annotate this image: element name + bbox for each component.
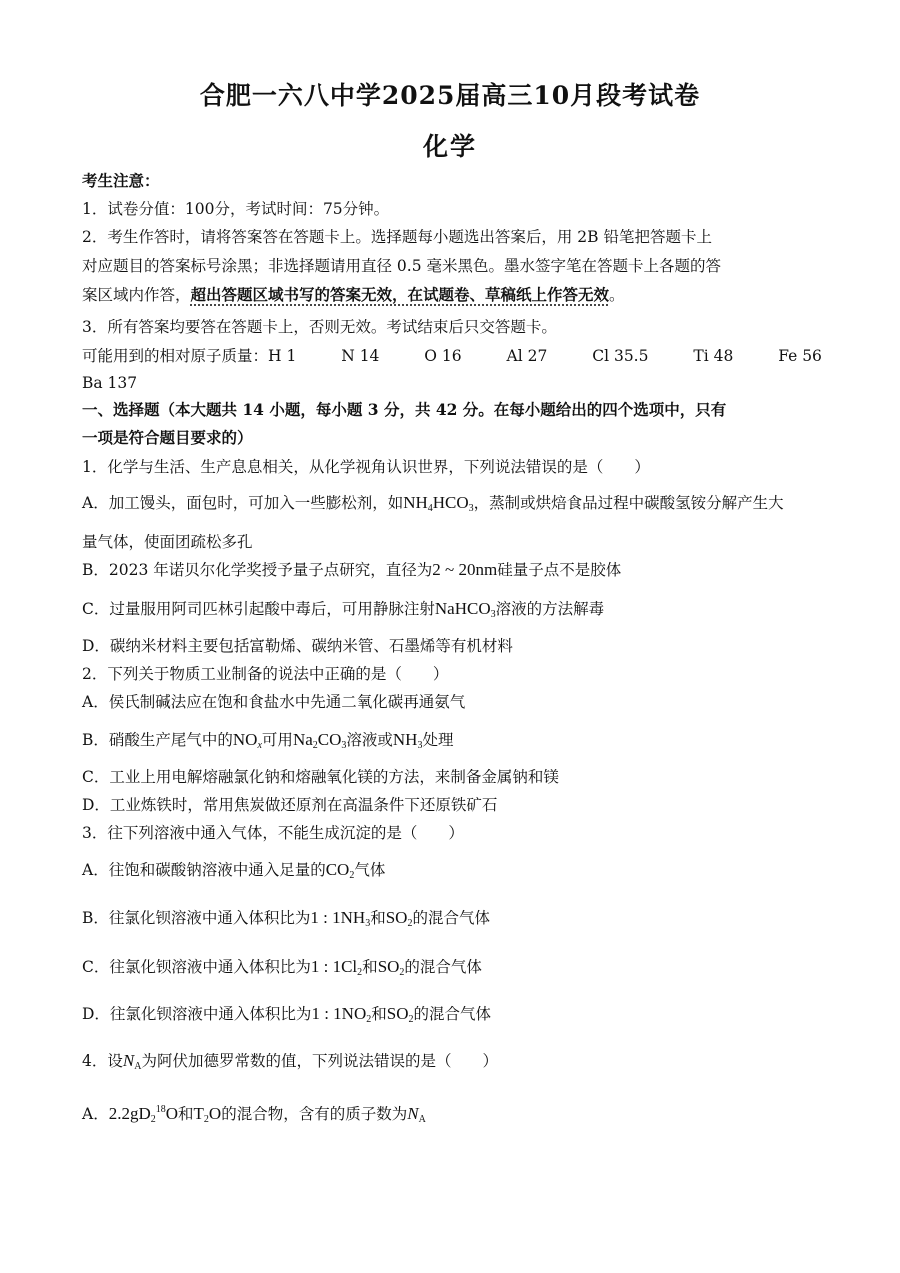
subscript: A bbox=[418, 1114, 426, 1125]
formula bbox=[311, 1004, 371, 1023]
mass-cl: Cl 35.5 bbox=[592, 347, 649, 365]
formula-part: NH bbox=[403, 493, 428, 512]
option-text: B．往氯化钡溶液中通入体积比为 bbox=[82, 909, 311, 927]
formula-part: 1 : 1Cl bbox=[310, 957, 358, 976]
notice-item-2-cont: 对应题目的答案标号涂黑；非选择题请用直径 0.5 毫米黑色。墨水签字笔在答题卡上各题的答 bbox=[82, 257, 722, 275]
formula bbox=[387, 1004, 414, 1023]
formula-part: SO bbox=[385, 908, 408, 927]
formula-part: 1 : 1NO bbox=[311, 1004, 367, 1023]
formula-part: CO bbox=[317, 730, 342, 749]
option-text: 溶液或 bbox=[346, 731, 393, 749]
subscript: 2 bbox=[408, 1014, 414, 1025]
subscript: 3 bbox=[417, 740, 423, 751]
mass-label-text: 可能用到的相对原子质量： bbox=[82, 347, 269, 365]
formula bbox=[194, 1104, 222, 1123]
subscript: 2 bbox=[357, 967, 363, 978]
notice-item-1: 1．试卷分值：100分，考试时间：75分钟。 bbox=[82, 200, 390, 218]
q1-option-d: D．碳纳米材料主要包括富勒烯、碳纳米管、石墨烯等有机材料 bbox=[82, 637, 513, 655]
stem-text: 为阿伏加德罗常数的值，下列说法错误的是（ ） bbox=[141, 1052, 498, 1070]
subject-title: 化学 bbox=[422, 132, 477, 161]
option-text: 可用 bbox=[261, 731, 293, 749]
q3-option-c bbox=[82, 956, 822, 984]
formula-part: SO bbox=[377, 957, 400, 976]
formula bbox=[233, 730, 262, 749]
subscript: 2 bbox=[407, 918, 413, 929]
section-heading-cont: 一项是符合题目要求的） bbox=[82, 428, 253, 447]
formula bbox=[326, 860, 355, 879]
subscript: 2 bbox=[399, 967, 405, 978]
notice-heading: 考生注意： bbox=[82, 171, 160, 190]
mass-al: Al 27 bbox=[506, 347, 548, 365]
option-text: 的混合气体 bbox=[412, 909, 490, 927]
formula bbox=[403, 493, 473, 512]
formula-part: NO bbox=[232, 730, 258, 749]
option-text: ，蒸制或烘焙食品过程中碳酸氢铵分解产生大 bbox=[473, 494, 784, 512]
avogadro-symbol bbox=[407, 1104, 426, 1123]
option-text: 和 bbox=[362, 958, 378, 976]
atomic-mass-list bbox=[82, 345, 822, 367]
option-text: 溶液的方法解毒 bbox=[495, 600, 605, 618]
formula bbox=[311, 957, 362, 976]
formula: 2 ~ 20nm bbox=[432, 560, 498, 579]
formula-part: NH bbox=[392, 730, 418, 749]
formula bbox=[393, 730, 423, 749]
q1-option-b bbox=[82, 559, 822, 581]
option-text: 硅量子点不是胶体 bbox=[497, 561, 622, 579]
q4-stem bbox=[82, 1050, 822, 1078]
option-text: 和 bbox=[371, 1005, 387, 1023]
option-text: 和 bbox=[370, 909, 386, 927]
q2-option-c: C．工业上用电解熔融氯化钠和熔融氧化镁的方法，来制备金属钠和镁 bbox=[82, 768, 559, 786]
option-text: D．往氯化钡溶液中通入体积比为 bbox=[82, 1005, 312, 1023]
formula-part: N bbox=[407, 1104, 419, 1123]
q1-option-c bbox=[82, 598, 822, 626]
q2-option-b bbox=[82, 729, 822, 757]
formula-part: 1 : 1NH bbox=[310, 908, 366, 927]
q1-option-a-cont: 量气体，使面团疏松多孔 bbox=[82, 533, 253, 551]
formula bbox=[293, 730, 346, 749]
formula-part: 2.2gD bbox=[108, 1104, 151, 1123]
emphasis-text: 超出答题区域书写的答案无效，在试题卷、草稿纸上作答无效 bbox=[190, 285, 610, 304]
notice-item-2: 2．考生作答时，请将答案答在答题卡上。选择题每小题选出答案后，用 2B 铅笔把答题卡上 bbox=[82, 228, 712, 246]
option-text: 和 bbox=[178, 1105, 194, 1123]
q1-stem: 1．化学与生活、生产息息相关，从化学视角认识世界，下列说法错误的是（ ） bbox=[82, 458, 650, 476]
formula bbox=[109, 1104, 178, 1123]
formula-part: O bbox=[208, 1104, 222, 1123]
mass-n: N 14 bbox=[341, 347, 380, 365]
q2-stem: 2．下列关于物质工业制备的说法中正确的是（ ） bbox=[82, 665, 449, 683]
notice-item-2-end bbox=[82, 284, 822, 306]
q3-option-b bbox=[82, 907, 822, 935]
formula bbox=[310, 908, 370, 927]
option-text: A．往饱和碳酸钠溶液中通入足量的 bbox=[82, 861, 326, 879]
option-text: A． bbox=[82, 1105, 109, 1123]
option-text: 的混合气体 bbox=[413, 1005, 491, 1023]
exam-title: 合肥一六八中学2025届高三10月段考试卷 bbox=[199, 81, 701, 110]
formula-part: HCO bbox=[432, 493, 469, 512]
option-text: 处理 bbox=[422, 731, 454, 749]
formula-part: SO bbox=[386, 1004, 409, 1023]
subscript: A bbox=[134, 1061, 142, 1072]
formula bbox=[386, 908, 413, 927]
subscript: 2 bbox=[312, 740, 318, 751]
notice-item-3: 3．所有答案均要答在答题卡上，否则无效。考试结束后只交答题卡。 bbox=[82, 318, 557, 336]
option-text: 的混合气体 bbox=[404, 958, 482, 976]
formula-part: Na bbox=[292, 730, 313, 749]
q3-option-a bbox=[82, 859, 822, 887]
subscript: 2 bbox=[349, 870, 355, 881]
option-text: B．硝酸生产尾气中的 bbox=[82, 731, 233, 749]
subscript: 3 bbox=[365, 918, 371, 929]
q3-stem: 3．往下列溶液中通入气体，不能生成沉淀的是（ ） bbox=[82, 824, 464, 842]
subscript: 2 bbox=[366, 1014, 372, 1025]
mass-o: O 16 bbox=[424, 347, 462, 365]
formula-part: O bbox=[165, 1104, 179, 1123]
subscript: 3 bbox=[341, 740, 347, 751]
subscript: 3 bbox=[490, 609, 496, 620]
subscript: 2 bbox=[203, 1114, 209, 1125]
q3-option-d bbox=[82, 1003, 822, 1031]
section-heading: 一、选择题（本大题共 14 小题，每小题 3 分，共 42 分。在每小题给出的四个选项中，只有 bbox=[82, 400, 727, 419]
mass-fe: Fe 56 bbox=[778, 347, 822, 365]
mass-h: H 1 bbox=[268, 347, 297, 365]
q4-option-a bbox=[82, 1099, 822, 1131]
superscript: 18 bbox=[155, 1104, 166, 1115]
formula bbox=[435, 599, 496, 618]
q2-option-d: D．工业炼铁时，常用焦炭做还原剂在高温条件下还原铁矿石 bbox=[82, 796, 498, 814]
option-text: A．加工馒头，面包时，可加入一些膨松剂，如 bbox=[82, 494, 404, 512]
mass-label bbox=[82, 345, 296, 367]
subscript: 3 bbox=[468, 503, 474, 514]
q2-option-a: A．侯氏制碱法应在饱和食盐水中先通二氧化碳再通氨气 bbox=[82, 693, 466, 711]
option-text: 的混合物，含有的质子数为 bbox=[221, 1105, 408, 1123]
formula-part: N bbox=[122, 1051, 135, 1070]
subscript: x bbox=[257, 740, 262, 751]
option-text: B．2023 年诺贝尔化学奖授予量子点研究，直径为 bbox=[82, 561, 433, 579]
notice-text: 案区域内作答， bbox=[82, 286, 191, 304]
formula-part: NaHCO bbox=[434, 599, 491, 618]
option-text: C．过量服用阿司匹林引起酸中毒后，可用静脉注射 bbox=[82, 600, 435, 618]
mass-ti: Ti 48 bbox=[693, 347, 734, 365]
formula-part: CO bbox=[325, 860, 350, 879]
stem-text: 4．设 bbox=[82, 1052, 123, 1070]
avogadro-symbol bbox=[123, 1051, 142, 1070]
option-text: 气体 bbox=[354, 861, 386, 879]
mass-tail: Ba 137 bbox=[82, 374, 138, 392]
formula-part: T bbox=[193, 1104, 204, 1123]
subscript: 4 bbox=[427, 503, 433, 514]
formula bbox=[378, 957, 405, 976]
option-text: C．往氯化钡溶液中通入体积比为 bbox=[82, 958, 311, 976]
notice-text: 。 bbox=[609, 286, 625, 304]
subscript: 2 bbox=[150, 1114, 156, 1125]
q1-option-a bbox=[82, 492, 822, 520]
